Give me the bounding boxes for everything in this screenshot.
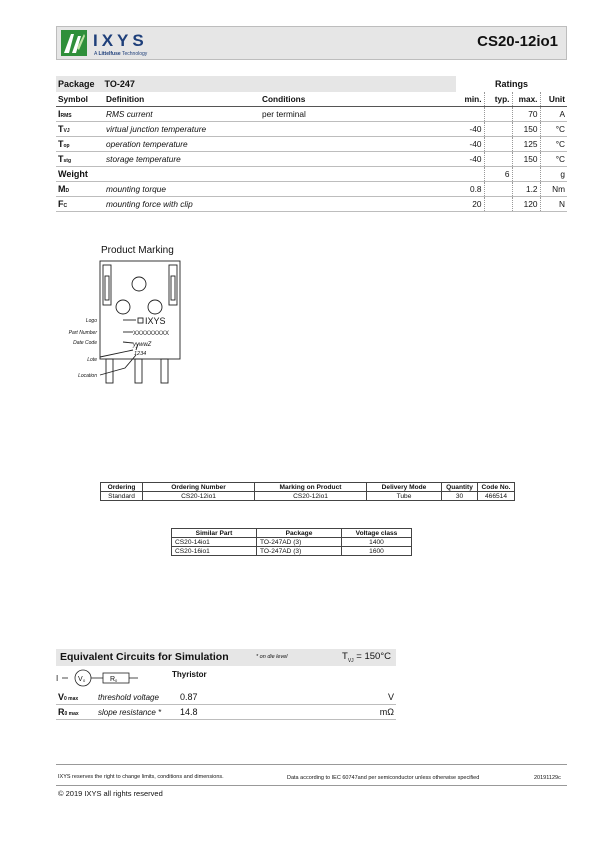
unit: Nm — [540, 182, 567, 197]
param-definition: threshold voltage — [96, 690, 178, 705]
symbol: T — [58, 124, 64, 134]
ratings-label: Ratings — [456, 76, 567, 92]
col-definition: Definition — [104, 92, 260, 107]
ordering-col-1: Ordering Number — [143, 483, 255, 492]
similar-parts-table — [171, 528, 412, 556]
copyright-text: © 2019 IXYS all rights reserved — [58, 789, 163, 798]
param-definition: slope resistance * — [96, 705, 178, 720]
marking-part-text: XXXXXXXXX — [133, 331, 170, 337]
ordering-cell: 466514 — [478, 492, 515, 501]
circuit-v-sub: 0 — [83, 678, 86, 683]
symbol-subscript: C — [63, 203, 68, 209]
symbol-subscript: op — [63, 143, 70, 149]
right-tab — [169, 265, 177, 305]
package-drawing — [60, 258, 210, 398]
footer-divider-2 — [56, 785, 567, 786]
conditions — [260, 152, 456, 167]
footer-divider — [56, 764, 567, 765]
die-level-note: * on die level — [256, 654, 288, 660]
circuit-current-label: I — [56, 674, 59, 683]
typ-value: 6 — [484, 167, 512, 182]
lead-3 — [161, 359, 168, 383]
typ-value — [484, 122, 512, 137]
conditions — [260, 122, 456, 137]
circuit-r-label: R — [110, 676, 116, 683]
param-symbol: V — [58, 692, 65, 702]
max-value: 120 — [512, 197, 540, 212]
equivalent-circuits-title: Equivalent Circuits for Simulation — [60, 651, 229, 663]
label-lote: Lote — [87, 357, 97, 363]
equivalent-circuit-diagram — [56, 668, 176, 688]
typ-value — [484, 182, 512, 197]
similar-col-0: Similar Part — [172, 529, 257, 538]
definition: mounting force with clip — [104, 197, 260, 212]
ordering-col-5: Code No. — [478, 483, 515, 492]
definition: RMS current — [104, 107, 260, 122]
ratings-table — [56, 76, 567, 212]
equivalent-row — [56, 705, 396, 720]
ordering-col-3: Delivery Mode — [367, 483, 442, 492]
date-leader — [123, 342, 133, 343]
max-value: 150 — [512, 122, 540, 137]
min-value — [456, 167, 484, 182]
right-hole — [148, 300, 162, 314]
logo-mark-icon — [138, 318, 143, 323]
symbol: T — [58, 154, 64, 164]
max-value: 70 — [512, 107, 540, 122]
left-hole — [116, 300, 130, 314]
conditions — [260, 167, 456, 182]
lead-1 — [106, 359, 113, 383]
top-hole — [132, 277, 146, 291]
label-location: Location — [78, 373, 97, 379]
max-value — [512, 167, 540, 182]
param-symbol: R — [58, 707, 65, 717]
ratings-row — [56, 152, 567, 167]
lot-leader — [100, 350, 133, 357]
similar-cell: 1600 — [342, 547, 412, 556]
similar-cell: CS20-16io1 — [172, 547, 257, 556]
min-value: -40 — [456, 122, 484, 137]
conditions — [260, 182, 456, 197]
symbol: F — [58, 199, 64, 209]
max-value: 150 — [512, 152, 540, 167]
definition — [104, 167, 260, 182]
col-unit: Unit — [540, 92, 567, 107]
similar-col-1: Package — [257, 529, 342, 538]
typ-value — [484, 107, 512, 122]
header-bar — [56, 26, 567, 60]
marking-lot-text: 1234 — [134, 351, 147, 357]
right-tab-inner — [171, 276, 175, 300]
ordering-cell: CS20-12io1 — [255, 492, 367, 501]
param-subscript: 0 max — [64, 696, 79, 702]
ordering-col-4: Quantity — [442, 483, 478, 492]
unit: °C — [540, 122, 567, 137]
product-marking-title: Product Marking — [101, 245, 174, 256]
ordering-cell: CS20-12io1 — [143, 492, 255, 501]
definition: virtual junction temperature — [104, 122, 260, 137]
conditions — [260, 197, 456, 212]
ordering-cell: Standard — [101, 492, 143, 501]
similar-cell: TO-247AD (3) — [257, 547, 342, 556]
symbol-subscript: D — [65, 188, 70, 194]
param-value: 14.8 — [178, 705, 358, 720]
ratings-body — [56, 107, 567, 212]
similar-header-row — [172, 529, 412, 538]
col-min: min. — [456, 92, 484, 107]
ratings-row — [56, 137, 567, 152]
min-value: 20 — [456, 197, 484, 212]
symbol: M — [58, 184, 66, 194]
equivalent-row — [56, 690, 396, 705]
unit: g — [540, 167, 567, 182]
ordering-col-0: Ordering — [101, 483, 143, 492]
unit: N — [540, 197, 567, 212]
circuit-r-sub: 0 — [115, 678, 118, 683]
ordering-table — [100, 482, 515, 501]
brand-tagline: A Littelfuse Technology — [94, 51, 148, 57]
label-part-number: Part Number — [68, 330, 97, 336]
definition: storage temperature — [104, 152, 260, 167]
label-logo: Logo — [85, 318, 97, 324]
typ-value — [484, 137, 512, 152]
ratings-row — [56, 107, 567, 122]
symbol-subscript: VJ — [63, 128, 70, 134]
marking-date-text: yywwZ — [133, 342, 152, 348]
footer-disclaimer: IXYS reserves the right to change limits, conditions and dimensions. — [58, 774, 224, 780]
min-value: 0.8 — [456, 182, 484, 197]
equivalent-params-table — [56, 690, 396, 720]
param-unit: mΩ — [358, 705, 396, 720]
similar-col-2: Voltage class — [342, 529, 412, 538]
col-symbol: Symbol — [56, 92, 104, 107]
left-tab-inner — [105, 276, 109, 300]
ordering-col-2: Marking on Product — [255, 483, 367, 492]
lead-2 — [135, 359, 142, 383]
definition: operation temperature — [104, 137, 260, 152]
part-number-title: CS20-12io1 — [477, 33, 558, 50]
symbol-subscript: RMS — [60, 113, 72, 119]
ratings-row — [56, 122, 567, 137]
ordering-cell: 30 — [442, 492, 478, 501]
ixys-logo-icon — [61, 30, 87, 56]
similar-cell: CS20-14io1 — [172, 538, 257, 547]
left-tab — [103, 265, 111, 305]
max-value: 125 — [512, 137, 540, 152]
circuit-v-label: V — [78, 676, 83, 683]
brand-name: IXYS — [93, 31, 148, 50]
ratings-row — [56, 197, 567, 212]
tvj-condition: $T_{VJ} = 150^\circ C$ — [342, 651, 391, 664]
min-value: -40 — [456, 137, 484, 152]
unit: °C — [540, 137, 567, 152]
ratings-row — [56, 182, 567, 197]
symbol-subscript: stg — [63, 158, 71, 164]
unit: A — [540, 107, 567, 122]
location-leader — [100, 355, 136, 375]
marking-logo-text: IXYS — [145, 316, 166, 326]
min-value: -40 — [456, 152, 484, 167]
ratings-header-row — [56, 92, 567, 107]
col-max: max. — [512, 92, 540, 107]
equivalent-circuits-band — [56, 649, 396, 666]
param-subscript: 0 max — [64, 711, 79, 717]
max-value: 1.2 — [512, 182, 540, 197]
param-value: 0.87 — [178, 690, 358, 705]
ratings-row — [56, 167, 567, 182]
label-date-code: Date Code — [73, 340, 97, 346]
similar-row — [172, 547, 412, 556]
col-typ: typ. — [484, 92, 512, 107]
conditions: per terminal — [260, 107, 456, 122]
package-band — [56, 76, 567, 92]
ordering-header-row — [101, 483, 515, 492]
conditions — [260, 137, 456, 152]
footer-standard-note: Data according to IEC 60747and per semiconductor unless otherwise specified — [287, 775, 480, 781]
thyristor-label: Thyristor — [172, 670, 207, 679]
package-value: TO-247 — [104, 79, 135, 89]
typ-value — [484, 152, 512, 167]
package-label: Package — [58, 79, 95, 89]
symbol: I — [58, 109, 61, 119]
footer-revision: 20191129c — [534, 775, 561, 781]
col-conditions: Conditions — [260, 92, 456, 107]
ordering-row — [101, 492, 515, 501]
symbol: Weight — [58, 169, 88, 179]
unit: °C — [540, 152, 567, 167]
definition: mounting torque — [104, 182, 260, 197]
ordering-cell: Tube — [367, 492, 442, 501]
min-value — [456, 107, 484, 122]
similar-cell: 1400 — [342, 538, 412, 547]
param-unit: V — [358, 690, 396, 705]
similar-row — [172, 538, 412, 547]
typ-value — [484, 197, 512, 212]
similar-cell: TO-247AD (3) — [257, 538, 342, 547]
symbol: T — [58, 139, 64, 149]
